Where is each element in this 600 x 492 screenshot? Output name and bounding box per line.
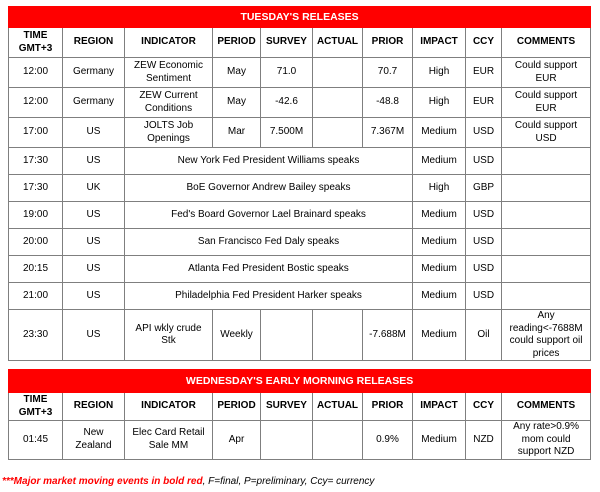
cell-time: 12:00 — [9, 88, 63, 118]
cell-ccy: EUR — [466, 58, 502, 88]
cell-impact: Medium — [413, 283, 466, 310]
cell-impact: Medium — [413, 310, 466, 361]
cell-ccy: USD — [466, 229, 502, 256]
tuesday-banner: TUESDAY'S RELEASES — [9, 7, 591, 28]
cell-region: US — [63, 256, 125, 283]
col-header-comments: COMMENTS — [502, 28, 591, 58]
cell-survey — [261, 310, 313, 361]
cell-impact: Medium — [413, 421, 466, 460]
cell-impact: High — [413, 58, 466, 88]
table-row — [9, 88, 591, 118]
cell-prior: 0.9% — [363, 421, 413, 460]
cell-event: Philadelphia Fed President Harker speaks — [125, 283, 413, 310]
cell-survey: 7.500M — [261, 118, 313, 148]
col-header-impact: IMPACT — [413, 28, 466, 58]
cell-ccy: USD — [466, 118, 502, 148]
cell-event: San Francisco Fed Daly speaks — [125, 229, 413, 256]
cell-region: US — [63, 148, 125, 175]
event-row — [9, 175, 591, 202]
cell-period: Weekly — [213, 310, 261, 361]
cell-comments — [502, 148, 591, 175]
cell-time: 20:15 — [9, 256, 63, 283]
cell-comments — [502, 256, 591, 283]
cell-survey: 71.0 — [261, 58, 313, 88]
event-row — [9, 148, 591, 175]
cell-indicator: ZEW Current Conditions — [125, 88, 213, 118]
table-row — [9, 58, 591, 88]
cell-comments — [502, 283, 591, 310]
cell-prior: 70.7 — [363, 58, 413, 88]
cell-region: UK — [63, 175, 125, 202]
cell-region: New Zealand — [63, 421, 125, 460]
cell-comments — [502, 229, 591, 256]
cell-ccy: USD — [466, 256, 502, 283]
cell-event: New York Fed President Williams speaks — [125, 148, 413, 175]
cell-indicator: JOLTS Job Openings — [125, 118, 213, 148]
col-header-indicator: INDICATOR — [125, 393, 213, 421]
col-header-period: PERIOD — [213, 393, 261, 421]
cell-actual — [313, 421, 363, 460]
col-header-region: REGION — [63, 28, 125, 58]
tuesday-header-row — [9, 28, 591, 58]
wednesday-releases-table — [8, 369, 591, 460]
event-row — [9, 283, 591, 310]
col-header-period: PERIOD — [213, 28, 261, 58]
cell-actual — [313, 118, 363, 148]
cell-time: 12:00 — [9, 58, 63, 88]
table-row — [9, 310, 591, 361]
cell-period: Apr — [213, 421, 261, 460]
cell-indicator: API wkly crude Stk — [125, 310, 213, 361]
cell-region: Germany — [63, 58, 125, 88]
cell-event: Fed's Board Governor Lael Brainard speaks — [125, 202, 413, 229]
cell-ccy: NZD — [466, 421, 502, 460]
cell-comments: Could support USD — [502, 118, 591, 148]
cell-prior: 7.367M — [363, 118, 413, 148]
cell-actual — [313, 88, 363, 118]
cell-indicator: Elec Card Retail Sale MM — [125, 421, 213, 460]
cell-region: Germany — [63, 88, 125, 118]
cell-region: US — [63, 283, 125, 310]
cell-indicator: ZEW Economic Sentiment — [125, 58, 213, 88]
col-header-time: TIME GMT+3 — [9, 393, 63, 421]
col-header-indicator: INDICATOR — [125, 28, 213, 58]
cell-comments: Any rate>0.9% mom could support NZD — [502, 421, 591, 460]
cell-comments: Any reading<-7688M could support oil prices — [502, 310, 591, 361]
cell-actual — [313, 58, 363, 88]
cell-comments: Could support EUR — [502, 88, 591, 118]
col-header-impact: IMPACT — [413, 393, 466, 421]
cell-prior: -7.688M — [363, 310, 413, 361]
cell-survey — [261, 421, 313, 460]
col-header-time: TIME GMT+3 — [9, 28, 63, 58]
cell-ccy: EUR — [466, 88, 502, 118]
event-row — [9, 229, 591, 256]
wednesday-banner: WEDNESDAY'S EARLY MORNING RELEASES — [9, 370, 591, 393]
table-row — [9, 118, 591, 148]
cell-region: US — [63, 202, 125, 229]
event-row — [9, 202, 591, 229]
col-header-region: REGION — [63, 393, 125, 421]
cell-impact: Medium — [413, 256, 466, 283]
cell-region: US — [63, 118, 125, 148]
cell-actual — [313, 310, 363, 361]
footnote — [2, 476, 374, 487]
cell-time: 01:45 — [9, 421, 63, 460]
cell-ccy: USD — [466, 148, 502, 175]
cell-time: 17:00 — [9, 118, 63, 148]
cell-comments — [502, 202, 591, 229]
cell-event: BoE Governor Andrew Bailey speaks — [125, 175, 413, 202]
col-header-survey: SURVEY — [261, 28, 313, 58]
col-header-actual: ACTUAL — [313, 393, 363, 421]
cell-impact: Medium — [413, 118, 466, 148]
cell-impact: High — [413, 175, 466, 202]
cell-ccy: USD — [466, 283, 502, 310]
cell-impact: Medium — [413, 148, 466, 175]
cell-survey: -42.6 — [261, 88, 313, 118]
cell-comments — [502, 175, 591, 202]
tuesday-releases-table — [8, 6, 591, 361]
cell-time: 17:30 — [9, 175, 63, 202]
cell-region: US — [63, 310, 125, 361]
col-header-actual: ACTUAL — [313, 28, 363, 58]
cell-time: 19:00 — [9, 202, 63, 229]
col-header-ccy: CCY — [466, 28, 502, 58]
col-header-survey: SURVEY — [261, 393, 313, 421]
cell-prior: -48.8 — [363, 88, 413, 118]
cell-time: 23:30 — [9, 310, 63, 361]
cell-ccy: Oil — [466, 310, 502, 361]
footnote-legend: , F=final, P=preliminary, Ccy= currency — [202, 476, 375, 487]
col-header-prior: PRIOR — [363, 393, 413, 421]
cell-region: US — [63, 229, 125, 256]
event-row — [9, 256, 591, 283]
cell-impact: Medium — [413, 229, 466, 256]
footnote-major-events: ***Major market moving events in bold red — [2, 476, 203, 487]
cell-period: May — [213, 88, 261, 118]
cell-impact: Medium — [413, 202, 466, 229]
cell-ccy: USD — [466, 202, 502, 229]
col-header-ccy: CCY — [466, 393, 502, 421]
col-header-comments: COMMENTS — [502, 393, 591, 421]
cell-period: Mar — [213, 118, 261, 148]
cell-event: Atlanta Fed President Bostic speaks — [125, 256, 413, 283]
table-row — [9, 421, 591, 460]
wednesday-header-row — [9, 393, 591, 421]
cell-impact: High — [413, 88, 466, 118]
col-header-prior: PRIOR — [363, 28, 413, 58]
cell-ccy: GBP — [466, 175, 502, 202]
cell-time: 17:30 — [9, 148, 63, 175]
cell-time: 20:00 — [9, 229, 63, 256]
cell-time: 21:00 — [9, 283, 63, 310]
cell-comments: Could support EUR — [502, 58, 591, 88]
cell-period: May — [213, 58, 261, 88]
